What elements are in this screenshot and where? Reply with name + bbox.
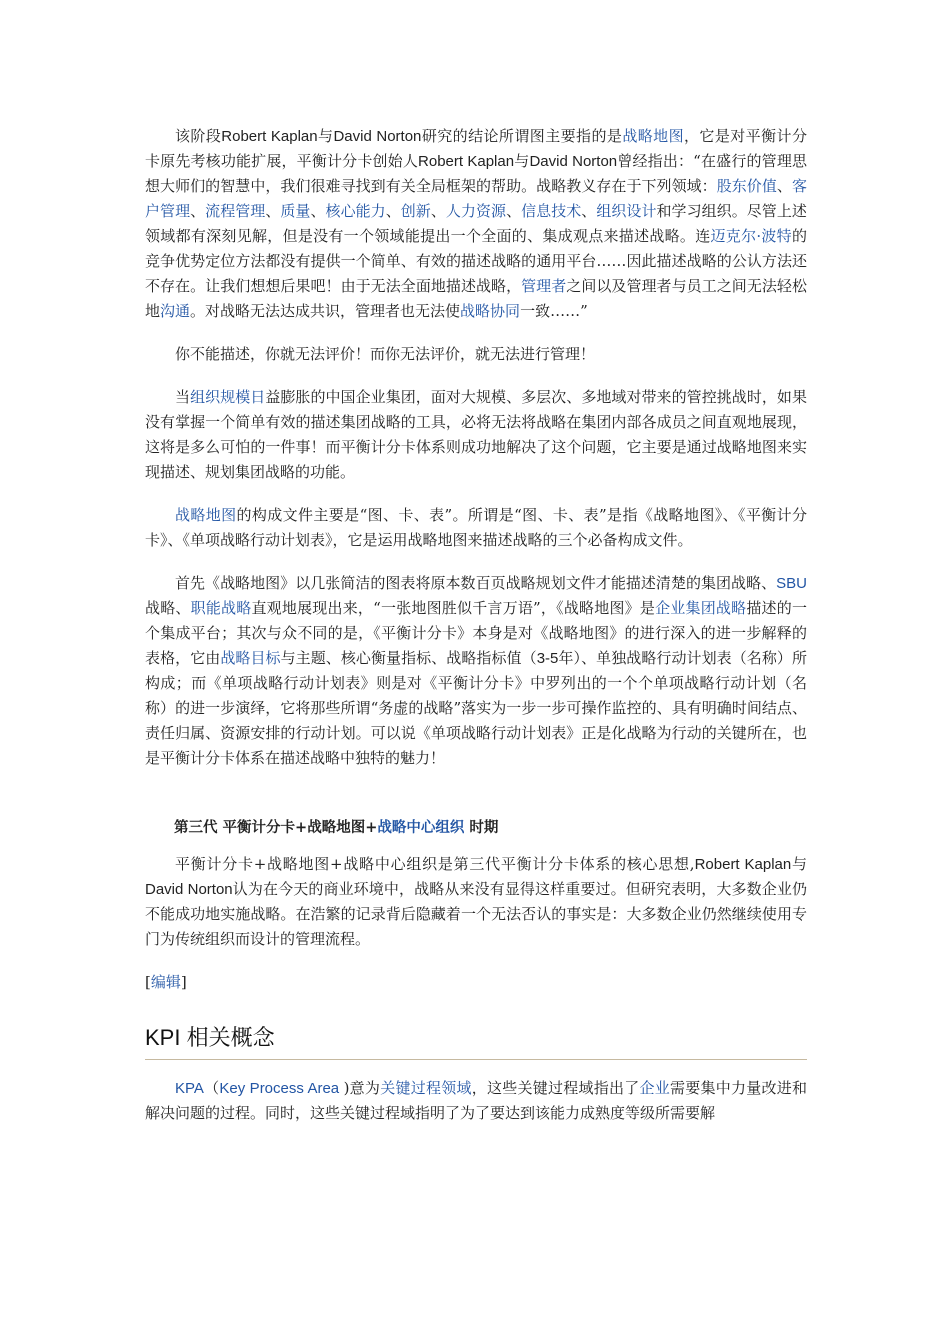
link-strategic-alignment[interactable]: 战略协同 xyxy=(460,302,521,320)
paragraph-third-generation: 平衡计分卡+战略地图+战略中心组织是第三代平衡计分卡体系的核心思想,Robert Kaplan与David Norton认为在今天的商业环境中，战略从来没有显得这样重要过。但研究表明，大多数企业仍不能成功地实施战略。在浩繁的记录背后隐藏着一个无法否认的事实是：大多数企业仍然继续使用专门为传统组织而设计的管理流程。 xyxy=(145,855,807,948)
link-information-technology[interactable]: 信息技术 xyxy=(521,202,582,220)
paragraph-enterprise-groups: 当组织规模日益膨胀的中国企业集团，面对大规模、多层次、多地域对带来的管控挑战时，如果没有掌握一个简单有效的描述集团战略的工具，必将无法将战略在集团内部各成员之间直观地展现，这将是多么可怕的一件事！而平衡计分卡体系则成功地解决了这个问题，它主要是通过战略地图来实现描述、规划集团战略的功能。 xyxy=(145,388,807,481)
link-strategic-objective[interactable]: 战略目标 xyxy=(220,649,281,667)
document-page xyxy=(145,124,807,1126)
paragraph-strategy-map-detail: 首先《战略地图》以几张简洁的图表将原本数百页战略规划文件才能描述清楚的集团战略、SBU战略、职能战略直观地展现出来，“一张地图胜似千言万语”，《战略地图》是企业集团战略描述的一个集成平台；其次与众不同的是，《平衡计分卡》本身是对《战略地图》的进行深入的进一步解释的表格，它由战略目标与主题、核心衡量指标、战略指标值（3-5年）、单独战略行动计划表（名称）所构成；而《单项战略行动计划表》则是对《平衡计分卡》中罗列出的一个个单项战略行动计划（名称）的进一步演绎，它将那些所谓“务虚的战略”落实为一步一步可操作监控的、具有明确时间结点、责任归属、资源安排的行动计划。可以说《单项战略行动计划表》正是化战略为行动的关键所在，也是平衡计分卡体系在描述战略中独特的魅力！ xyxy=(145,574,807,767)
link-process-management[interactable]: 流程管理 xyxy=(205,202,266,220)
link-functional-strategy[interactable]: 职能战略 xyxy=(190,599,252,617)
link-strategy-focused-organization[interactable]: 战略中心组织 xyxy=(377,819,465,836)
link-strategy-map-2[interactable]: 战略地图 xyxy=(175,506,237,524)
paragraph-cannot-describe: 你不能描述，你就无法评价！而你无法评价，就无法进行管理！ xyxy=(175,345,596,363)
link-innovation[interactable]: 创新 xyxy=(400,202,431,220)
link-organization-design[interactable]: 组织设计 xyxy=(596,202,657,220)
paragraph-map-card-table: 战略地图的构成文件主要是“图、卡、表”。所谓是“图、卡、表”是指《战略地图》、《平衡计分卡》、《单项战略行动计划表》，它是运用战略地图来描述战略的三个必备构成文件。 xyxy=(145,506,807,549)
link-shareholder-value[interactable]: 股东价值 xyxy=(716,177,777,195)
link-customer-management[interactable]: 客户管理 xyxy=(145,177,807,220)
link-strategy-map[interactable]: 战略地图 xyxy=(622,127,684,145)
link-communication[interactable]: 沟通 xyxy=(160,302,191,320)
link-core-competence[interactable]: 核心能力 xyxy=(325,202,386,220)
link-sbu[interactable]: SBU xyxy=(776,575,807,592)
link-human-resources[interactable]: 人力资源 xyxy=(445,202,507,220)
edit-link[interactable]: 编辑 xyxy=(150,973,181,991)
section-title-kpi: KPI 相关概念 xyxy=(145,1023,807,1060)
paragraph-kpa: KPA（Key Process Area )意为关键过程领域，这些关键过程域指出了企业需要集中力量改进和解决问题的过程。同时，这些关键过程域指明了为了要达到该能力成熟度等级所需要解 xyxy=(145,1079,807,1122)
link-quality[interactable]: 质量 xyxy=(280,202,311,220)
third-generation-heading: 第三代 平衡计分卡+战略地图+战略中心组织 时期 xyxy=(174,819,499,836)
link-michael-porter[interactable]: 迈克尔·波特 xyxy=(710,227,792,245)
edit-section-link: [编辑] xyxy=(145,973,187,991)
link-group-strategy[interactable]: 企业集团战略 xyxy=(655,599,747,617)
link-key-process-area[interactable]: 关键过程领域 xyxy=(380,1079,472,1097)
link-organization-scale[interactable]: 组织规模日 xyxy=(190,388,266,406)
link-enterprise[interactable]: 企业 xyxy=(639,1079,670,1097)
link-manager[interactable]: 管理者 xyxy=(521,277,567,295)
paragraph-strategy-map-intro: 该阶段Robert Kaplan与David Norton研究的结论所谓图主要指的是战略地图，它是对平衡计分卡原先考核功能扩展，平衡计分卡创始人Robert Kaplan与David Norton曾经指出：“在盛行的管理思想大师们的智慧中，我们很难寻找到有关全局框架的帮助。战略教义存在于下列领域：股东价值、客户管理、流程管理、质量、核心能力、创新、人力资源、信息技术、组织设计和学习组织。尽管上述领域都有深刻见解，但是没有一个领域能提出一个全面的、集成观点来描述战略。连迈克尔·波特的竞争优势定位方法都没有提供一个简单、有效的描述战略的通用平台……因此描述战略的公认方法还不存在。让我们想想后果吧！由于无法全面地描述战略，管理者之间以及管理者与员工之间无法轻松地沟通。对战略无法达成共识，管理者也无法使战略协同一致……” xyxy=(145,127,807,320)
link-kpa[interactable]: KPA xyxy=(175,1080,204,1097)
